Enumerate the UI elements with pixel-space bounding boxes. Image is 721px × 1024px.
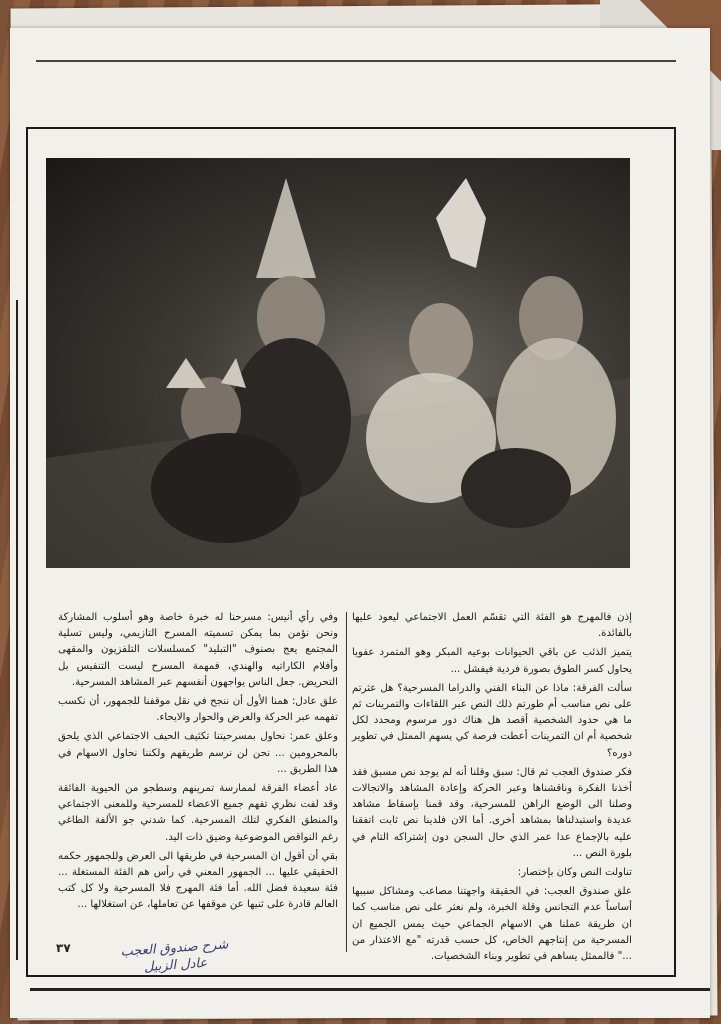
photo-figures — [46, 158, 630, 568]
paragraph: بقي أن أقول ان المسرحية في طريقها الى العرض وللجمهور حكمه الحقيقي عليها ... الجمهور المعني في رأس هم الفئة المستغلة ... فئة سعيدة فضل الله. أما فئة المهرج فلا المسرحية ولا كل كتب العالم قادرة على ثنيها عن موقفها عن تعاملها، عن استغلالها ... — [58, 850, 338, 911]
paragraph: علق عادل: همنا الأول أن ننجح في نقل موقفنا للجمهور، أن نكسب تفهمه عبر الحركة والعرض والحوار والايحاء. — [58, 696, 338, 724]
column-divider — [346, 612, 347, 952]
paragraph: علق صندوق العجب: في الحقيقة واجهتنا مصاعب ومشاكل سببها أساساً عدم التجانس وقلة الخبرة، ولم نعثر على نص مناسب كما ان طريقة عملنا هي الاسهام الجماعي حيث يمس الجميع ان المسرحية من إنتاجهم الخاص، كل حسب قدرته "مع الاعتذار من ..." فالممثل يساهم في تطوير وبناء الشخصيات. — [352, 886, 632, 963]
top-rule — [36, 60, 676, 62]
paragraph: وفي رأي أنيس: مسرحنا له خبرة خاصة وهو أسلوب المشاركة ونحن نؤمن بما يمكن تسميته المسرح التازيمي، وليس تسلية المجتمع يعج بصنوف "التبليد" كمسلسلات التلفزيون والمقهى وأفلام الكاراتيه والهندي، فمهمة المسرح ليست التنفيس بل التحريض. جعل الناس يواجهون أنفسهم عبر المشاهد المسرحية. — [58, 612, 338, 688]
left-border-line — [16, 300, 18, 960]
paragraph: يتميز الذئب عن باقي الحيوانات بوعيه المبكر وهو المتمرد عفويا يحاول كسر الطوق بصورة فردية فيفشل ... — [352, 647, 632, 675]
paragraph: وعلق عمر: نحاول بمسرحيتنا تكثيف الحيف الاجتماعي الذي يلحق بالمحرومين ... نحن لن نرسم طريقهم ولكننا نحاول الاسهام في هذا الطريق ... — [58, 731, 338, 775]
paragraph: عاد أعضاء الفرقة لممارسة تمرينهم وسطجو من الحيوية الفائقة وقد لفت نظري تفهم جميع الاعضاء للمسرحية وللمعنى الاجتماعي والمنطق الفكري لتلك المسرحية. كما شدني جو الألفة الطاغي رغم النواقص الموضوعية وضيق ذات اليد. — [58, 783, 338, 843]
handwriting-line: عادل الزبيل — [143, 955, 208, 976]
paragraph: تناولت النص وكان بإختصار: — [517, 867, 632, 879]
bottom-rule — [30, 988, 710, 991]
left-text-column — [58, 610, 338, 917]
paragraph: إذن فالمهرج هو الفئة التي تقسّم العمل الاجتماعي ليعود عليها بالفائدة. — [352, 612, 632, 640]
page-number: ٣٧ — [56, 941, 71, 955]
paragraph: سألت الفرقة: ماذا عن البناء الفني والدراما المسرحية؟ هل عثرتم على نص مناسب أم طورتم ذلك النص عبر اللقاءات والتمرينات ثم ما هي حدود الشخصية أقصد هل هناك دور مرسوم ومحدد لكل شخصية أم ان التمرينات أعطت فرصة كي يسهم الممثل في تطوير دوره؟ — [352, 682, 632, 759]
article-photo — [46, 158, 630, 568]
handwriting-line: شرح صندوق العجب — [120, 937, 229, 960]
paragraph: فكر صندوق العجب ثم قال: سبق وقلنا أنه لم يوجد نص مسبق فقد أخذنا الفكرة وناقشناها وعبر الحركة وإعادة المشاهد والاتجالات وصلنا الى الوضع الراهن للمسرحية، وقد قمنا بإسقاط مشاهد عديدة واستبدلناها بمشاهد أخرى. أما الان فلدينا نص ثابت اتفقنا عليه بالإجماع عدا عمر الذي حال السجن دون إشتراكه التام في بلورة النص ... — [352, 766, 632, 859]
right-text-column — [352, 610, 632, 968]
